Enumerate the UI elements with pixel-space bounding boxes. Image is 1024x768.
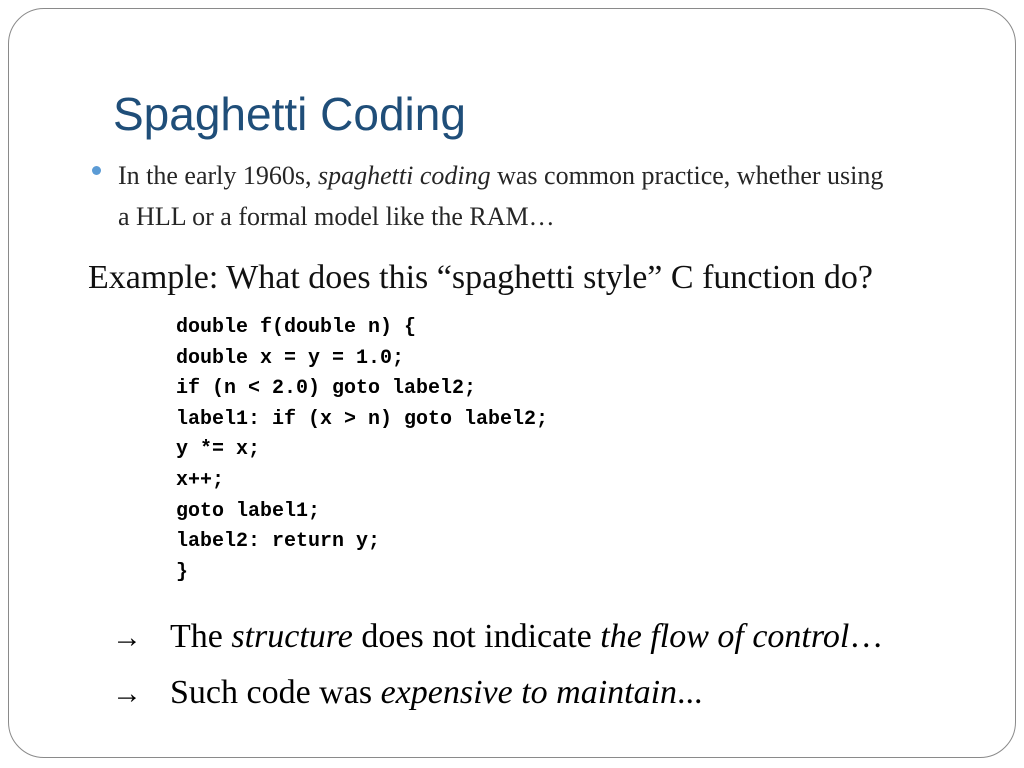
code-line: label1: if (x > n) goto label2; [176,407,549,431]
bullet-line-1 [118,155,1008,196]
code-line: y *= x; [176,438,261,462]
arrow-point-1 [112,614,883,661]
arrow-point-1-emphasis-2: the flow of control [600,618,850,655]
code-line: x++; [176,468,225,492]
arrow-point-1-mid: does not indicate [352,618,601,655]
code-line: goto label1; [176,499,321,523]
code-line: label2: return y; [176,530,381,554]
slide-title: Spaghetti Coding [113,88,466,140]
bullet-dot-icon [92,166,101,175]
arrow-point-2-post: ... [677,674,703,711]
code-line: if (n < 2.0) goto label2; [176,377,477,401]
arrow-point-1-pre: The [170,618,232,655]
bullet-line-1-post: was common practice, whether using [490,161,884,190]
right-arrow-icon: → [112,621,142,654]
arrow-point-1-emphasis-1: structure [231,618,353,655]
arrow-point-2-pre: Such code was [170,674,381,711]
right-arrow-icon: → [112,677,142,710]
bullet-line-1-pre: In the early 1960s, [118,161,319,190]
bullet-line-1-emphasis: spaghetti coding [318,161,491,190]
arrow-point-1-post: … [849,618,884,655]
arrow-point-2 [112,670,703,717]
bullet-text [118,155,1008,237]
arrow-point-2-emphasis: expensive to maintain [380,674,678,711]
code-line: double x = y = 1.0; [176,346,405,370]
code-block [176,313,548,588]
bullet-line-2: a HLL or a formal model like the RAM… [118,202,555,231]
code-line: double f(double n) { [176,316,417,339]
example-heading: Example: What does this “spaghetti style” C function do? [88,259,873,296]
code-line: } [176,560,189,584]
